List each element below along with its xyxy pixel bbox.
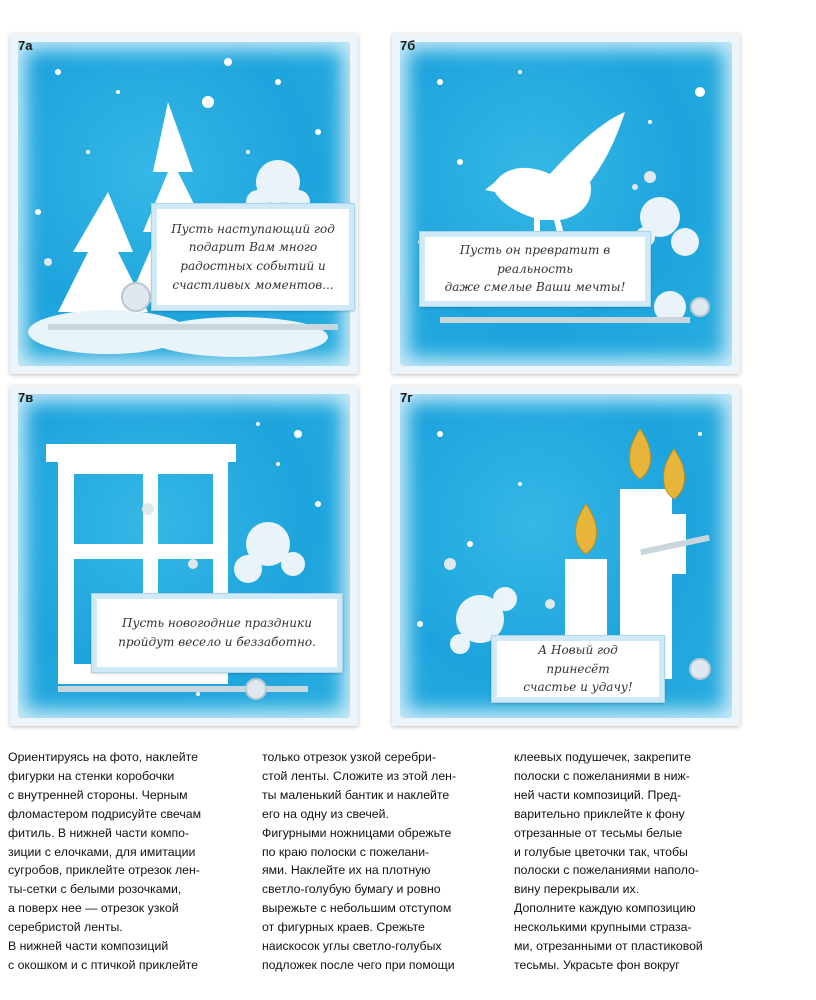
card-7a: [10, 34, 358, 374]
blue-background: [400, 42, 732, 366]
card-7g: [392, 386, 740, 726]
wish-tag: [492, 636, 664, 702]
wish-text: Пусть наступающий год подарит Вам много радостных событий и счастливых моментов...: [171, 221, 335, 292]
card-label: 7г: [400, 390, 413, 405]
bird-illustration: [400, 42, 732, 366]
wish-tag: [92, 594, 342, 672]
card-label: 7в: [18, 390, 34, 405]
wish-tag: [420, 232, 650, 306]
wish-text: Пусть он превратит в реальность даже смелые Ваши мечты!: [444, 243, 626, 295]
card-7v: [10, 386, 358, 726]
wish-tag: [152, 204, 354, 310]
instruction-column-1: Ориентируясь на фото, наклейте фигурки на стенки коробочки с внутренней стороны. Черным фломастером подрисуйте свечам фитиль. В нижней части компо- зиции с елочками, для имитации сугробов, приклейте отрезок лен- ты-сетки с белыми розочками, а поверх нее — отрезок узкой серебристой ленты. В нижней части композиций с окошком и с птичкой приклейте: [8, 750, 202, 972]
card-7b: [392, 34, 740, 374]
instruction-column-2: только отрезок узкой серебри- стой ленты. Сложите из этой лен- ты маленький бантик и наклейте его на одну из свечей. Фигурными ножницами обрежьте по краю полоски с пожелани- ями. Наклейте их на плотную светло-голубую бумагу и ровно вырежьте с небольшим отступом от фигурных краев. Срежьте наискосок углы светло-голубых подложек после чего при помощи: [262, 750, 457, 972]
wish-text: Пусть новогодние праздники пройдут весело и беззаботно.: [118, 616, 316, 649]
card-label: 7б: [400, 38, 416, 53]
wish-text: А Новый год принесёт счастье и удачу!: [523, 643, 633, 695]
instruction-column-3: клеевых подушечек, закрепите полоски с пожеланиями в ниж- ней части композиций. Пред- варительно приклейте к фону отрезанные от тесьмы белые и голубые цветочки так, чтобы полоски с пожеланиями наполо- вину перекрывали их. Дополните каждую композицию несколькими крупными страза- ми, отрезанными от пластиковой тесьмы. Украсьте фон вокруг: [514, 750, 703, 972]
card-label: 7а: [18, 38, 33, 53]
